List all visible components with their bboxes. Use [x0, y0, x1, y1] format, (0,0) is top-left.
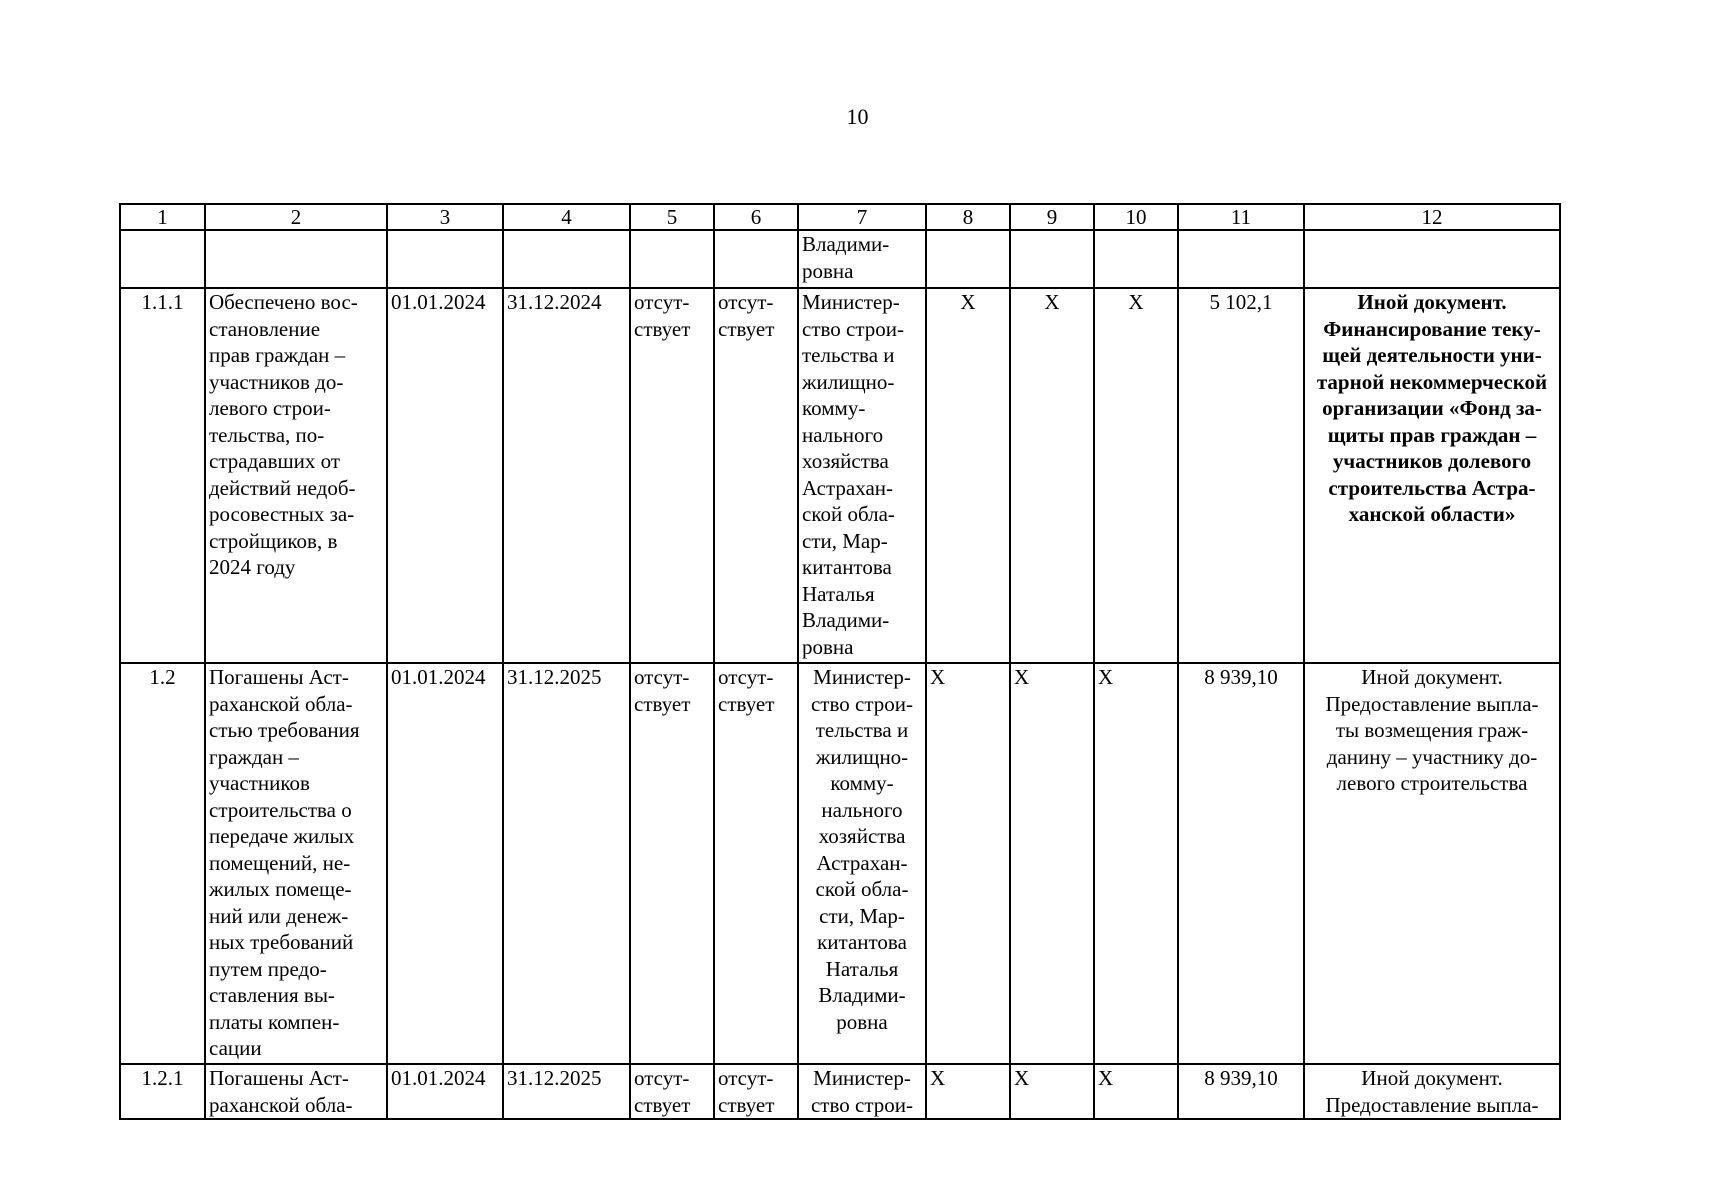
cell-description: [205, 230, 387, 288]
cell-col9: X: [1010, 1064, 1094, 1119]
cell-start-date: 01.01.2024: [387, 288, 503, 663]
cell-number: [120, 230, 205, 288]
column-header: 8: [926, 204, 1010, 230]
cell-col9: [1010, 230, 1094, 288]
document-table: [119, 203, 1561, 1120]
column-header: 5: [630, 204, 714, 230]
column-header: 6: [714, 204, 798, 230]
cell-responsible: Министер- ство строи- тельства и жилищно- комму- нального хозяйства Астрахан- ской обла- сти, Мар- китантова Наталья Владими- ровна: [798, 288, 926, 663]
cell-col6: отсут- ствует: [714, 1064, 798, 1119]
column-header: 1: [120, 204, 205, 230]
cell-end-date: 31.12.2024: [503, 288, 630, 663]
column-header: 11: [1178, 204, 1304, 230]
cell-end-date: 31.12.2025: [503, 663, 630, 1064]
column-header: 12: [1304, 204, 1560, 230]
cell-col8: X: [926, 288, 1010, 663]
column-header: 3: [387, 204, 503, 230]
cell-document: Иной документ. Финансирование теку- щей деятельности уни- тарной некоммерческой организации «Фонд за- щиты прав граждан – участников долевого строительства Астра- ханской области»: [1304, 288, 1560, 663]
cell-col5: отсут- ствует: [630, 288, 714, 663]
table-row: [120, 1064, 1560, 1119]
cell-col6: отсут- ствует: [714, 663, 798, 1064]
cell-start-date: 01.01.2024: [387, 663, 503, 1064]
cell-end-date: [503, 230, 630, 288]
cell-document: Иной документ. Предоставление выпла- ты возмещения граж- данину – участнику до- левого строительства: [1304, 663, 1560, 1064]
cell-number: 1.2: [120, 663, 205, 1064]
column-header: 10: [1094, 204, 1178, 230]
cell-description: Погашены Аст- раханской обла-: [205, 1064, 387, 1119]
cell-col5: [630, 230, 714, 288]
cell-amount: 8 939,10: [1178, 663, 1304, 1064]
cell-document: [1304, 230, 1560, 288]
cell-col8: X: [926, 663, 1010, 1064]
cell-start-date: [387, 230, 503, 288]
cell-col10: X: [1094, 663, 1178, 1064]
cell-description: Обеспечено вос- становление прав граждан – участников до- левого строи- тельства, по- страдавших от действий недоб- росовестных за- стройщиков, в 2024 году: [205, 288, 387, 663]
page-number: 10: [846, 104, 869, 129]
cell-amount: [1178, 230, 1304, 288]
cell-amount: 5 102,1: [1178, 288, 1304, 663]
cell-number: 1.1.1: [120, 288, 205, 663]
table-row: [120, 288, 1560, 663]
cell-col5: отсут- ствует: [630, 1064, 714, 1119]
cell-responsible: Министер- ство строи- тельства и жилищно- комму- нального хозяйства Астрахан- ской обла- сти, Мар- китантова Наталья Владими- ровна: [798, 663, 926, 1064]
cell-col9: X: [1010, 288, 1094, 663]
cell-description: Погашены Аст- раханской обла- стью требования граждан – участников строительства о передаче жилых помещений, не- жилых помеще- ний или денеж- ных требований путем предо- ставления вы- платы компен- сации: [205, 663, 387, 1064]
table-row: [120, 230, 1560, 288]
cell-col5: отсут- ствует: [630, 663, 714, 1064]
table-row: [120, 663, 1560, 1064]
cell-col10: [1094, 230, 1178, 288]
column-number-row: [120, 204, 1560, 230]
cell-end-date: 31.12.2025: [503, 1064, 630, 1119]
cell-col6: [714, 230, 798, 288]
cell-responsible: Министер- ство строи-: [798, 1064, 926, 1119]
cell-start-date: 01.01.2024: [387, 1064, 503, 1119]
column-header: 2: [205, 204, 387, 230]
cell-col6: отсут- ствует: [714, 288, 798, 663]
cell-number: 1.2.1: [120, 1064, 205, 1119]
cell-col10: X: [1094, 288, 1178, 663]
cell-col8: [926, 230, 1010, 288]
cell-col8: X: [926, 1064, 1010, 1119]
cell-col10: X: [1094, 1064, 1178, 1119]
cell-amount: 8 939,10: [1178, 1064, 1304, 1119]
column-header: 4: [503, 204, 630, 230]
cell-responsible: Владими- ровна: [798, 230, 926, 288]
column-header: 7: [798, 204, 926, 230]
cell-document: Иной документ. Предоставление выпла-: [1304, 1064, 1560, 1119]
cell-col9: X: [1010, 663, 1094, 1064]
column-header: 9: [1010, 204, 1094, 230]
